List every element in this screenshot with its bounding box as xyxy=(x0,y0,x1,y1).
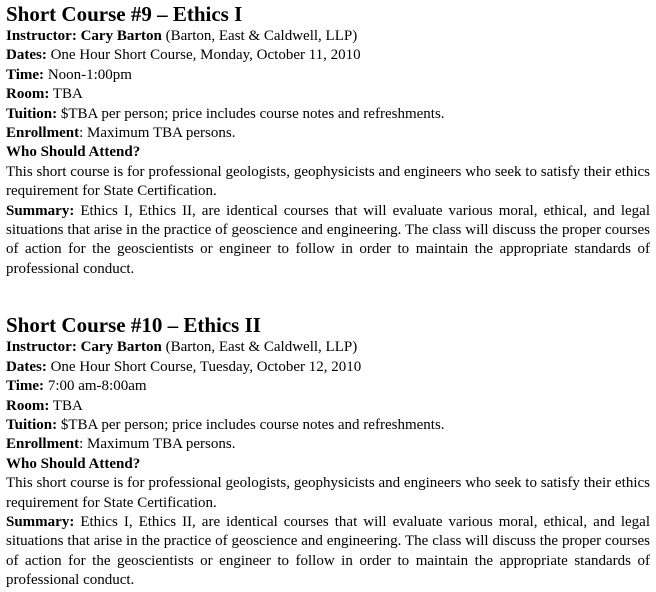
enrollment-label: Enrollment xyxy=(6,125,80,142)
short-course-ethics-i xyxy=(6,2,650,279)
time-label: Time: xyxy=(6,66,45,83)
who-should-attend-heading: Who Should Attend? xyxy=(6,144,141,161)
summary-text: Ethics I, Ethics II, are identical courses that will evaluate various moral, ethical, and legal situations that arise in the practice of geoscience and engineering. The class will discuss the proper courses of action for the geoscientists or engineer to follow in order to maintain the appropriate standards of professional conduct. xyxy=(6,202,650,277)
enrollment-line xyxy=(6,124,650,143)
time-value: Noon-1:00pm xyxy=(44,66,132,83)
time-line xyxy=(6,66,650,85)
enrollment-value: : Maximum TBA persons. xyxy=(79,436,236,453)
tuition-line xyxy=(6,105,650,124)
tuition-label: Tuition: xyxy=(6,416,58,433)
instructor-affiliation: (Barton, East & Caldwell, LLP) xyxy=(161,28,358,44)
course-title: Short Course #9 – Ethics I xyxy=(6,2,243,26)
instructor-name: Cary Barton xyxy=(80,28,162,44)
who-should-attend-text: This short course is for professional geologists, geophysicists and engineers who seek to satisfy their ethics requirement for State Certification. xyxy=(6,475,650,511)
summary-text: Ethics I, Ethics II, are identical courses that will evaluate various moral, ethical, and legal situations that arise in the practice of geoscience and engineering. The class will discuss the proper courses of action for the geoscientists or engineer to follow in order to maintain the appropriate standards of professional conduct. xyxy=(6,513,650,589)
tuition-value: $TBA per person; price includes course notes and refreshments. xyxy=(57,416,445,433)
dates-label: Dates: xyxy=(6,47,47,64)
instructor-line xyxy=(6,27,650,46)
tuition-line xyxy=(6,416,650,435)
room-label: Room: xyxy=(6,86,50,103)
time-line xyxy=(6,377,650,396)
dates-value: One Hour Short Course, Tuesday, October 12, 2010 xyxy=(46,358,362,375)
tuition-value: $TBA per person; price includes course notes and refreshments. xyxy=(57,105,445,122)
room-line xyxy=(6,397,650,416)
time-value: 7:00 am-8:00am xyxy=(44,378,147,395)
room-label: Room: xyxy=(6,397,50,414)
short-course-ethics-ii xyxy=(6,313,650,590)
summary-paragraph xyxy=(6,202,650,280)
dates-line xyxy=(6,358,650,377)
enrollment-label: Enrollment xyxy=(6,436,80,453)
who-should-attend-heading: Who Should Attend? xyxy=(6,455,141,472)
summary-label: Summary: xyxy=(6,513,75,530)
who-should-attend-text: This short course is for professional geologists, geophysicists and engineers who seek to satisfy their ethics requirement for State Certification. xyxy=(6,163,650,200)
tuition-label: Tuition: xyxy=(6,105,58,122)
dates-value: One Hour Short Course, Monday, October 11, 2010 xyxy=(46,47,361,64)
dates-line xyxy=(6,46,650,65)
enrollment-value: : Maximum TBA persons. xyxy=(79,125,236,142)
room-value: TBA xyxy=(49,86,83,103)
dates-label: Dates: xyxy=(6,358,47,375)
time-label: Time: xyxy=(6,378,45,395)
enrollment-line xyxy=(6,435,650,454)
instructor-line xyxy=(6,338,650,357)
instructor-name: Cary Barton xyxy=(80,339,162,356)
summary-paragraph xyxy=(6,513,650,591)
room-line xyxy=(6,85,650,104)
summary-label: Summary: xyxy=(6,202,75,219)
course-title: Short Course #10 – Ethics II xyxy=(6,313,261,338)
room-value: TBA xyxy=(49,397,83,414)
instructor-label: Instructor: xyxy=(6,339,77,356)
instructor-label: Instructor: xyxy=(6,28,77,44)
instructor-affiliation: (Barton, East & Caldwell, LLP) xyxy=(161,339,358,356)
